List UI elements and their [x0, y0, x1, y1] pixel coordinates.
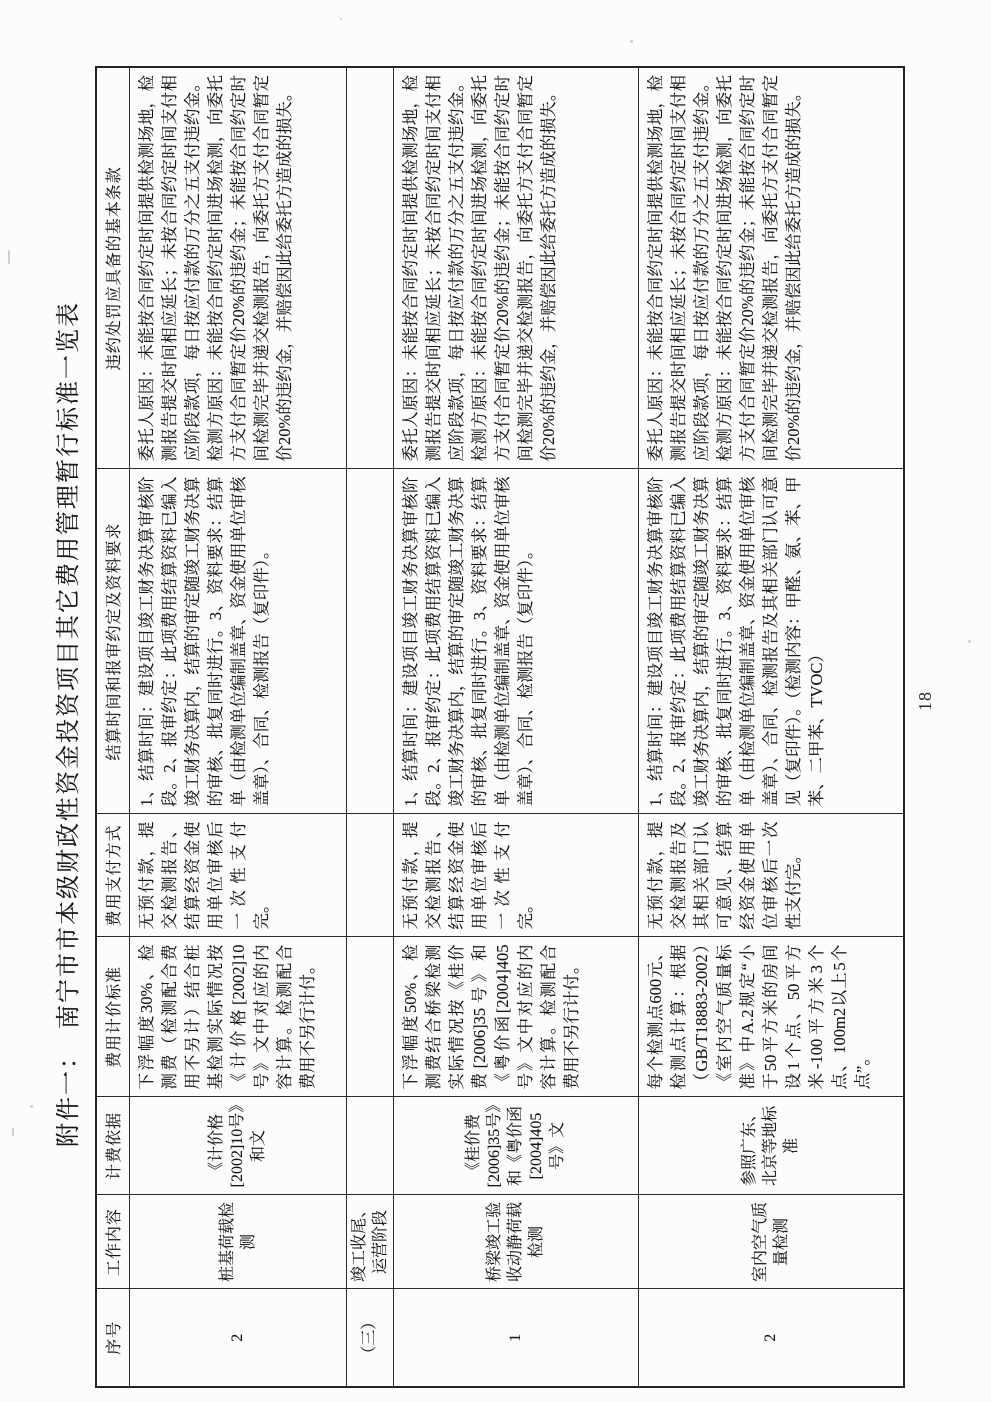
cell-settlement-terms	[346, 469, 393, 814]
table-row	[129, 67, 346, 1387]
cell-breach-penalty: 委托人原因：未能按合同约定时间提供检测场地，检测报告提交时间相应延长；未按合同约定时间支付相应阶段款项，每日按应付款的万分之五支付违约金。检测方原因：未能按合同约定时间进场检测，向委托方支付合同暂定价20%的违约金；未能按合同约定时间检测完毕并递交检测报告，向委托方支付合同暂定价20%的违约金，并赔偿因此给委托方造成的损失。	[393, 67, 638, 469]
cell-seq: 2	[638, 1289, 904, 1387]
table-row	[638, 67, 904, 1387]
col-header-pricing: 费用计价标准	[96, 937, 129, 1097]
cell-work-content: 桩基荷载检测	[129, 1195, 346, 1289]
cell-pricing-standard	[346, 937, 393, 1097]
col-header-payment: 费用支付方式	[96, 814, 129, 937]
cell-seq: （三）	[346, 1289, 393, 1387]
cell-payment-method: 无预付款，提交检测报告及其相关部门认可意见、结算经资金使用单位审核后一次性支付完。	[638, 814, 904, 937]
table-section-row	[346, 67, 393, 1387]
cell-breach-penalty	[346, 67, 393, 469]
cell-pricing-standard: 下浮幅度50%、检测费结合桥梁检测实际情况按《桂价费[2006]35号》和《粤价函[2004]405号》文中对应的内容计算。检测配合费用不另行计付。	[393, 937, 638, 1097]
cell-work-content: 室内空气质量检测	[638, 1195, 904, 1289]
cell-settlement-terms: 1、结算时间：建设项目竣工财务决算审核阶段。2、报审约定：此项费用结算资料已编入竣工财务决算内，结算的审定随竣工财务决算的审核、批复同时进行。3、资料要求：结算单（由检测单位编制盖章、资金使用单位审核盖章）、合同、检测报告（复印件）。	[129, 469, 346, 814]
standards-table	[95, 66, 905, 1388]
cell-payment-method: 无预付款，提交检测报告、结算经资金使用单位审核后一次性支付完。	[393, 814, 638, 937]
col-header-seq: 序号	[96, 1289, 129, 1387]
cell-billing-basis	[346, 1097, 393, 1195]
col-header-breach: 违约处罚应具备的基本条款	[96, 67, 129, 469]
cell-billing-basis: 《桂价费[2006]35号》和《粤价函[2004]405号》文	[393, 1097, 638, 1195]
cell-billing-basis: 参照广东、北京等地标准	[638, 1097, 904, 1195]
cell-billing-basis: 《计价格[2002]10号》和文	[129, 1097, 346, 1195]
document-title: 附件一： 南宁市市本级财政性资金投资项目其它费用管理暂行标准一览表	[56, 301, 82, 1147]
cell-seq: 1	[393, 1289, 638, 1387]
cell-work-content: 竣工收尾、运营阶段	[346, 1195, 393, 1289]
cell-payment-method	[346, 814, 393, 937]
cell-work-content: 桥梁竣工验收动静荷载检测	[393, 1195, 638, 1289]
table-header-row	[96, 67, 129, 1387]
col-header-settlement: 结算时间和报审约定及资料要求	[96, 469, 129, 814]
table-row	[393, 67, 638, 1387]
cell-seq: 2	[129, 1289, 346, 1387]
cell-pricing-standard: 每个检测点600元、检测点计算：根据（GB/T18883-2002）《室内空气质量标准》中A.2规定“小于50平方米的房间设1个点、50平方米-100平方米3个点、100m2以上5个点”。	[638, 937, 904, 1097]
cell-payment-method: 无预付款，提交检测报告、结算经资金使用单位审核后一次性支付完。	[129, 814, 346, 937]
col-header-basis: 计费依据	[96, 1097, 129, 1195]
cell-pricing-standard: 下浮幅度30%、检测费（检测配合费用不另计）结合桩基检测实际情况按《计价格[2002]10号》文中对应的内容计算。检测配合费用不另行计付。	[129, 937, 346, 1097]
col-header-work: 工作内容	[96, 1195, 129, 1289]
cell-settlement-terms: 1、结算时间：建设项目竣工财务决算审核阶段。2、报审约定：此项费用结算资料已编入竣工财务决算内，结算的审定随竣工财务决算的审核、批复同时进行。3、资料要求：结算单（由检测单位编制盖章、资金使用单位审核盖章）、合同、检测报告（复印件）。	[393, 469, 638, 814]
page-number: 18	[915, 691, 935, 711]
cell-breach-penalty: 委托人原因：未能按合同约定时间提供检测场地，检测报告提交时间相应延长；未按合同约定时间支付相应阶段款项，每日按应付款的万分之五支付违约金。检测方原因：未能按合同约定时间进场检测，向委托方支付合同暂定价20%的违约金；未能按合同约定时间检测完毕并递交检测报告，向委托方支付合同暂定价20%的违约金，并赔偿因此给委托方造成的损失。	[638, 67, 904, 469]
cell-settlement-terms: 1、结算时间：建设项目竣工财务决算审核阶段。2、报审约定：此项费用结算资料已编入竣工财务决算内，结算的审定随竣工财务决算的审核、批复同时进行。3、资料要求：结算单（由检测单位编制盖章、资金使用单位审核盖章）、合同、检测报告及其相关部门认可意见（复印件）。（检测内容：甲醛、氨、苯、甲苯、二甲苯、TVOC）	[638, 469, 904, 814]
cell-breach-penalty: 委托人原因：未能按合同约定时间提供检测场地，检测报告提交时间相应延长；未按合同约定时间支付相应阶段款项，每日按应付款的万分之五支付违约金。检测方原因：未能按合同约定时间进场检测，向委托方支付合同暂定价20%的违约金；未能按合同约定时间检测完毕并递交检测报告，向委托方支付合同暂定价20%的违约金，并赔偿因此给委托方造成的损失。	[129, 67, 346, 469]
